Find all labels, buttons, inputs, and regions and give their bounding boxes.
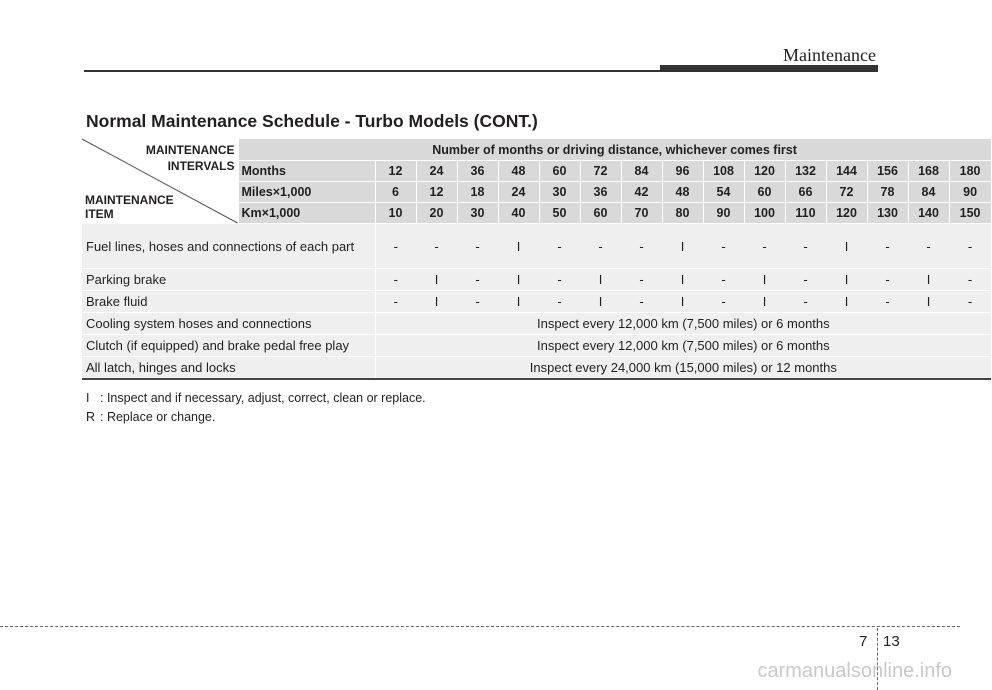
table-row (82, 357, 991, 380)
schedule-mark: I (580, 291, 621, 313)
interval-row-label: Months (238, 161, 375, 182)
header-rule (84, 70, 660, 72)
interval-row-label: Miles×1,000 (238, 182, 375, 203)
schedule-mark: - (908, 224, 949, 269)
maintenance-item-name: All latch, hinges and locks (82, 357, 375, 380)
schedule-mark: - (867, 224, 908, 269)
schedule-mark: I (908, 291, 949, 313)
interval-value: 130 (867, 203, 908, 224)
inspection-interval-text: Inspect every 12,000 km (7,500 miles) or 6 months (375, 313, 991, 335)
corner-top-label: MAINTENANCE INTERVALS (145, 143, 235, 173)
interval-value: 48 (498, 161, 539, 182)
legend-note-inspect: I : Inspect and if necessary, adjust, correct, clean or replace. (86, 391, 426, 405)
schedule-mark: - (949, 269, 991, 291)
schedule-mark: - (785, 224, 826, 269)
interval-value: 42 (621, 182, 662, 203)
watermark: carmanualsonline.info (757, 660, 952, 682)
schedule-mark: - (457, 291, 498, 313)
header-bar (660, 65, 878, 72)
schedule-mark: I (498, 224, 539, 269)
interval-value: 100 (744, 203, 785, 224)
schedule-mark: - (785, 269, 826, 291)
section-header-title: Maintenance (783, 45, 876, 65)
schedule-mark: - (703, 224, 744, 269)
maintenance-item-name: Cooling system hoses and connections (82, 313, 375, 335)
schedule-mark: - (949, 224, 991, 269)
interval-value: 120 (744, 161, 785, 182)
schedule-mark: - (457, 224, 498, 269)
table-corner-cell (82, 139, 238, 224)
schedule-mark: - (621, 269, 662, 291)
interval-value: 132 (785, 161, 826, 182)
interval-value: 54 (703, 182, 744, 203)
schedule-mark: - (621, 291, 662, 313)
schedule-mark: - (457, 269, 498, 291)
interval-value: 80 (662, 203, 703, 224)
schedule-mark: I (826, 291, 867, 313)
schedule-mark: I (662, 291, 703, 313)
interval-value: 60 (580, 203, 621, 224)
footer-dashed-rule (0, 626, 960, 627)
interval-value: 90 (949, 182, 991, 203)
schedule-mark: I (416, 291, 457, 313)
interval-value: 96 (662, 161, 703, 182)
maintenance-item-name: Parking brake (82, 269, 375, 291)
table-row (82, 269, 991, 291)
schedule-mark: - (580, 224, 621, 269)
interval-value: 90 (703, 203, 744, 224)
interval-value: 66 (785, 182, 826, 203)
schedule-mark: - (539, 269, 580, 291)
corner-bottom-label: MAINTENANCE ITEM (85, 193, 174, 221)
interval-header: Number of months or driving distance, whichever comes first (238, 139, 991, 161)
schedule-mark: - (703, 269, 744, 291)
schedule-mark: I (662, 224, 703, 269)
interval-value: 150 (949, 203, 991, 224)
schedule-mark: - (539, 224, 580, 269)
schedule-mark: I (744, 269, 785, 291)
schedule-mark: - (949, 291, 991, 313)
schedule-mark: I (416, 269, 457, 291)
schedule-mark: - (539, 291, 580, 313)
interval-value: 144 (826, 161, 867, 182)
schedule-mark: - (867, 269, 908, 291)
interval-value: 18 (457, 182, 498, 203)
schedule-mark: I (826, 224, 867, 269)
schedule-mark: - (416, 224, 457, 269)
interval-value: 12 (375, 161, 416, 182)
legend-note-replace: R : Replace or change. (86, 410, 216, 424)
schedule-mark: - (375, 291, 416, 313)
interval-value: 84 (908, 182, 949, 203)
table-row (82, 313, 991, 335)
maintenance-item-name: Fuel lines, hoses and connections of each part (82, 224, 375, 269)
chapter-number: 7 (859, 633, 868, 650)
schedule-mark: I (498, 269, 539, 291)
schedule-mark: I (662, 269, 703, 291)
interval-value: 72 (826, 182, 867, 203)
maintenance-schedule-table (82, 139, 992, 380)
table-row (82, 224, 991, 269)
interval-value: 36 (580, 182, 621, 203)
schedule-mark: I (908, 269, 949, 291)
schedule-mark: - (867, 291, 908, 313)
schedule-mark: I (498, 291, 539, 313)
interval-value: 50 (539, 203, 580, 224)
interval-value: 30 (457, 203, 498, 224)
schedule-mark: I (744, 291, 785, 313)
schedule-mark: - (785, 291, 826, 313)
interval-value: 60 (744, 182, 785, 203)
interval-value: 78 (867, 182, 908, 203)
interval-value: 6 (375, 182, 416, 203)
interval-value: 24 (416, 161, 457, 182)
page-title: Normal Maintenance Schedule - Turbo Models (CONT.) (86, 111, 538, 131)
maintenance-item-name: Clutch (if equipped) and brake pedal free play (82, 335, 375, 357)
interval-value: 30 (539, 182, 580, 203)
schedule-mark: - (744, 224, 785, 269)
interval-value: 168 (908, 161, 949, 182)
interval-value: 20 (416, 203, 457, 224)
schedule-mark: - (621, 224, 662, 269)
inspection-interval-text: Inspect every 12,000 km (7,500 miles) or 6 months (375, 335, 991, 357)
interval-value: 24 (498, 182, 539, 203)
interval-value: 108 (703, 161, 744, 182)
schedule-mark: I (580, 269, 621, 291)
interval-row-label: Km×1,000 (238, 203, 375, 224)
interval-value: 72 (580, 161, 621, 182)
interval-value: 48 (662, 182, 703, 203)
inspection-interval-text: Inspect every 24,000 km (15,000 miles) or 12 months (375, 357, 991, 380)
schedule-mark: - (375, 269, 416, 291)
schedule-mark: - (703, 291, 744, 313)
interval-value: 140 (908, 203, 949, 224)
schedule-mark: - (375, 224, 416, 269)
interval-value: 12 (416, 182, 457, 203)
table-row (82, 291, 991, 313)
schedule-mark: I (826, 269, 867, 291)
interval-value: 156 (867, 161, 908, 182)
table-row (82, 335, 991, 357)
interval-value: 120 (826, 203, 867, 224)
interval-value: 84 (621, 161, 662, 182)
interval-value: 40 (498, 203, 539, 224)
interval-value: 110 (785, 203, 826, 224)
interval-value: 180 (949, 161, 991, 182)
interval-value: 60 (539, 161, 580, 182)
page-number: 13 (883, 633, 900, 650)
interval-value: 10 (375, 203, 416, 224)
interval-value: 70 (621, 203, 662, 224)
interval-value: 36 (457, 161, 498, 182)
maintenance-item-name: Brake fluid (82, 291, 375, 313)
